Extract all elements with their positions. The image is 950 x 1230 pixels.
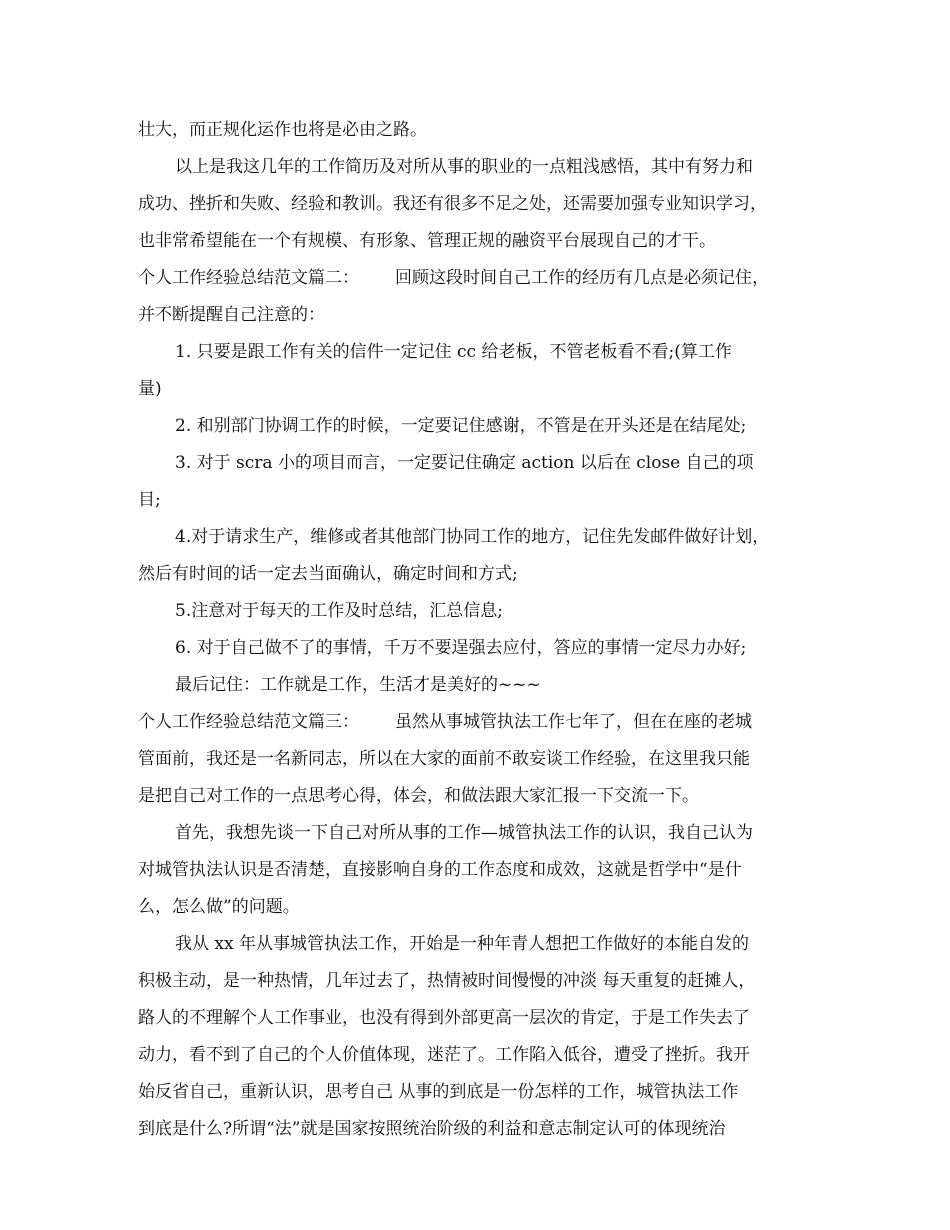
list-item-line: 1. 只要是跟工作有关的信件一定记住 cc 给老板，不管老板看不看;(算工作	[175, 342, 732, 362]
list-item-line: 3. 对于 scra 小的项目而言，一定要记住确定 action 以后在 close 自己的项	[175, 453, 754, 473]
list-item-line: 6. 对于自己做不了的事情，千万不要逞强去应付，答应的事情一定尽力办好;	[175, 638, 747, 658]
list-item-line: 2. 和别部门协调工作的时候，一定要记住感谢，不管是在开头还是在结尾处;	[175, 416, 747, 436]
paragraph-line: 对城管执法认识是否清楚，直接影响自身的工作态度和成效，这就是哲学中“是什	[138, 860, 742, 880]
section-intro-text: 回顾这段时间自己工作的经历有几点是必须记住，	[395, 268, 769, 288]
section-heading-line	[138, 260, 828, 297]
paragraph-line: 壮大，而正规化运作也将是必由之路。	[138, 120, 427, 140]
section-heading: 个人工作经验总结范文篇二：	[138, 268, 359, 288]
list-item-line: 然后有时间的话一定去当面确认，确定时间和方式;	[138, 564, 518, 584]
list-item-line: 量)	[138, 379, 162, 399]
section-intro-text: 虽然从事城管执法工作七年了，但在在座的老城	[395, 712, 752, 732]
paragraph-line: 路人的不理解个人工作事业，也没有得到外部更高一层次的肯定，于是工作失去了	[138, 1008, 750, 1028]
paragraph-line: 也非常希望能在一个有规模、有形象、管理正规的融资平台展现自己的才干。	[138, 231, 716, 251]
paragraph-line: 以上是我这几年的工作简历及对所从事的职业的一点粗浅感悟，其中有努力和	[175, 157, 753, 177]
paragraph-line: 并不断提醒自己注意的：	[138, 305, 325, 325]
paragraph-line: 是把自己对工作的一点思考心得，体会，和做法跟大家汇报一下交流一下。	[138, 786, 699, 806]
document-body	[138, 112, 828, 1148]
paragraph-line: 最后记住：工作就是工作，生活才是美好的~~~	[175, 675, 541, 695]
section-heading: 个人工作经验总结范文篇三：	[138, 712, 359, 732]
paragraph-line: 么，怎么做”的问题。	[138, 897, 300, 917]
paragraph-line: 我从 xx 年从事城管执法工作，开始是一种年青人想把工作做好的本能自发的	[175, 934, 749, 954]
paragraph-line: 成功、挫折和失败、经验和教训。我还有很多不足之处，还需要加强专业知识学习，	[138, 194, 767, 214]
paragraph-line: 到底是什么?所谓“法”就是国家按照统治阶级的利益和意志制定认可的体现统治	[138, 1119, 726, 1139]
list-item-line: 5.注意对于每天的工作及时总结，汇总信息;	[175, 601, 503, 621]
section-heading-line	[138, 704, 828, 741]
list-item-line: 目;	[138, 490, 161, 510]
paragraph-line: 积极主动，是一种热情，几年过去了，热情被时间慢慢的冲淡 每天重复的赶摊人，	[138, 971, 756, 991]
paragraph-line: 管面前，我还是一名新同志，所以在大家的面前不敢妄谈工作经验，在这里我只能	[138, 749, 750, 769]
paragraph-line: 始反省自己，重新认识，思考自己 从事的到底是一份怎样的工作，城管执法工作	[138, 1082, 739, 1102]
paragraph-line: 动力，看不到了自己的个人价值体现，迷茫了。工作陷入低谷，遭受了挫折。我开	[138, 1045, 750, 1065]
paragraph-line: 首先，我想先谈一下自己对所从事的工作—城管执法工作的认识，我自己认为	[175, 823, 753, 843]
list-item-line: 4.对于请求生产，维修或者其他部门协同工作的地方，记住先发邮件做好计划，	[175, 527, 770, 547]
